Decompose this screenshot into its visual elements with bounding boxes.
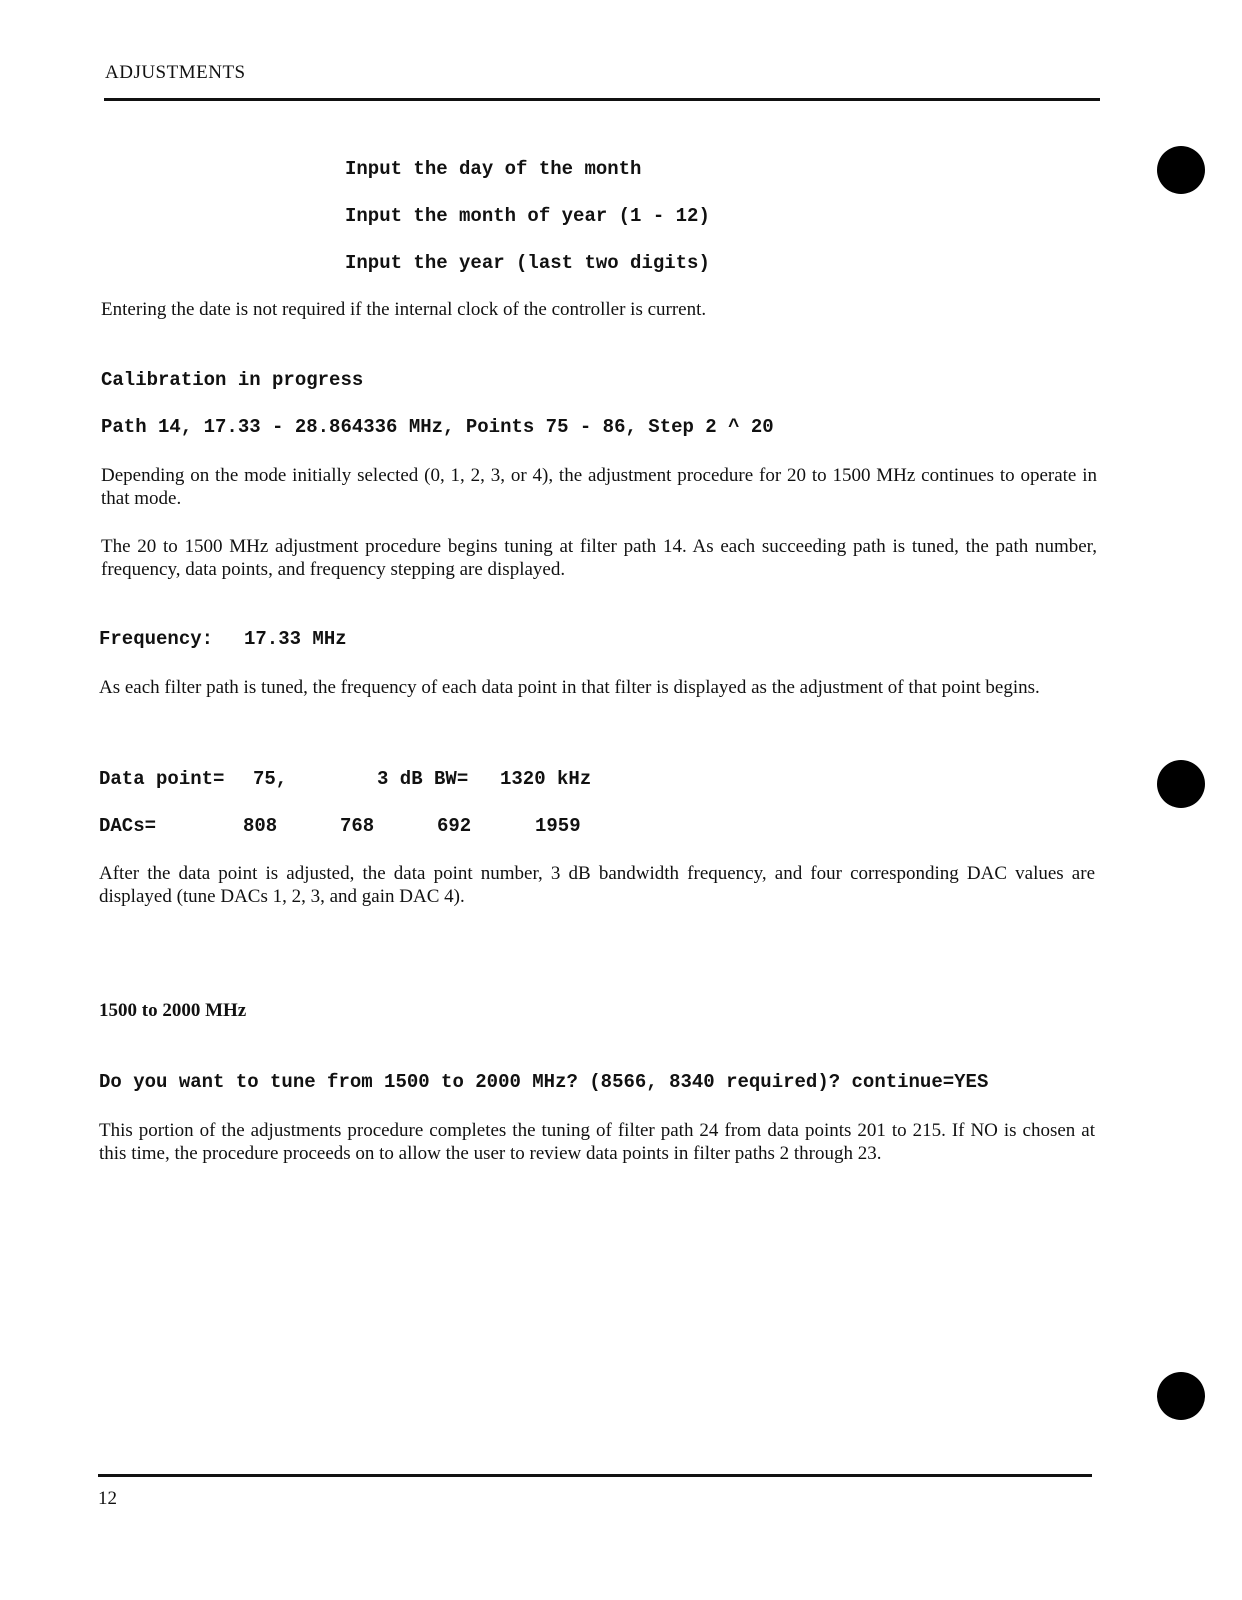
dac-value-1: 808	[243, 815, 278, 837]
frequency-label: Frequency:	[99, 628, 214, 650]
paragraph-tuning: The 20 to 1500 MHz adjustment procedure begins tuning at filter path 14. As each succeeding path is tuned, the path number, frequency, data points, and frequency stepping are displayed.	[101, 536, 1097, 580]
page-header-title: ADJUSTMENTS	[105, 62, 246, 83]
punch-hole-middle	[1157, 760, 1205, 808]
data-point-label: Data point=	[99, 768, 225, 790]
data-point-value: 75,	[253, 768, 288, 790]
section-heading: 1500 to 2000 MHz	[99, 1000, 247, 1021]
paragraph-portion: This portion of the adjustments procedure completes the tuning of filter path 24 from data points 201 to 215. If NO is chosen at this time, the procedure proceeds on to allow the user to review data points in filter paths 2 through 23.	[99, 1120, 1095, 1164]
tune-question: Do you want to tune from 1500 to 2000 MHz? (8566, 8340 required)? continue=YES	[99, 1071, 989, 1093]
prompt-year: Input the year (last two digits)	[345, 252, 710, 274]
paragraph-dacs: After the data point is adjusted, the data point number, 3 dB bandwidth frequency, and four corresponding DAC values are displayed (tune DACs 1, 2, 3, and gain DAC 4).	[99, 863, 1095, 907]
bandwidth-value: 1320 kHz	[500, 768, 592, 790]
prompt-month: Input the month of year (1 - 12)	[345, 205, 710, 227]
footer-rule	[98, 1474, 1092, 1477]
punch-hole-bottom	[1157, 1372, 1205, 1420]
bandwidth-label: 3 dB BW=	[377, 768, 469, 790]
paragraph-mode: Depending on the mode initially selected (0, 1, 2, 3, or 4), the adjustment procedure for 20 to 1500 MHz continues to operate in that mode.	[101, 465, 1097, 509]
calibration-status: Calibration in progress	[101, 369, 364, 391]
dac-value-4: 1959	[535, 815, 581, 837]
paragraph-date: Entering the date is not required if the internal clock of the controller is current.	[101, 299, 707, 320]
page-number: 12	[98, 1488, 117, 1509]
dacs-label: DACs=	[99, 815, 157, 837]
dac-value-3: 692	[437, 815, 472, 837]
frequency-value: 17.33 MHz	[244, 628, 347, 650]
prompt-day: Input the day of the month	[345, 158, 642, 180]
calibration-path-line: Path 14, 17.33 - 28.864336 MHz, Points 75 - 86, Step 2 ^ 20	[101, 416, 774, 438]
paragraph-frequency: As each filter path is tuned, the frequency of each data point in that filter is displayed as the adjustment of that point begins.	[99, 677, 1040, 698]
header-rule	[104, 98, 1100, 101]
punch-hole-top	[1157, 146, 1205, 194]
dac-value-2: 768	[340, 815, 375, 837]
